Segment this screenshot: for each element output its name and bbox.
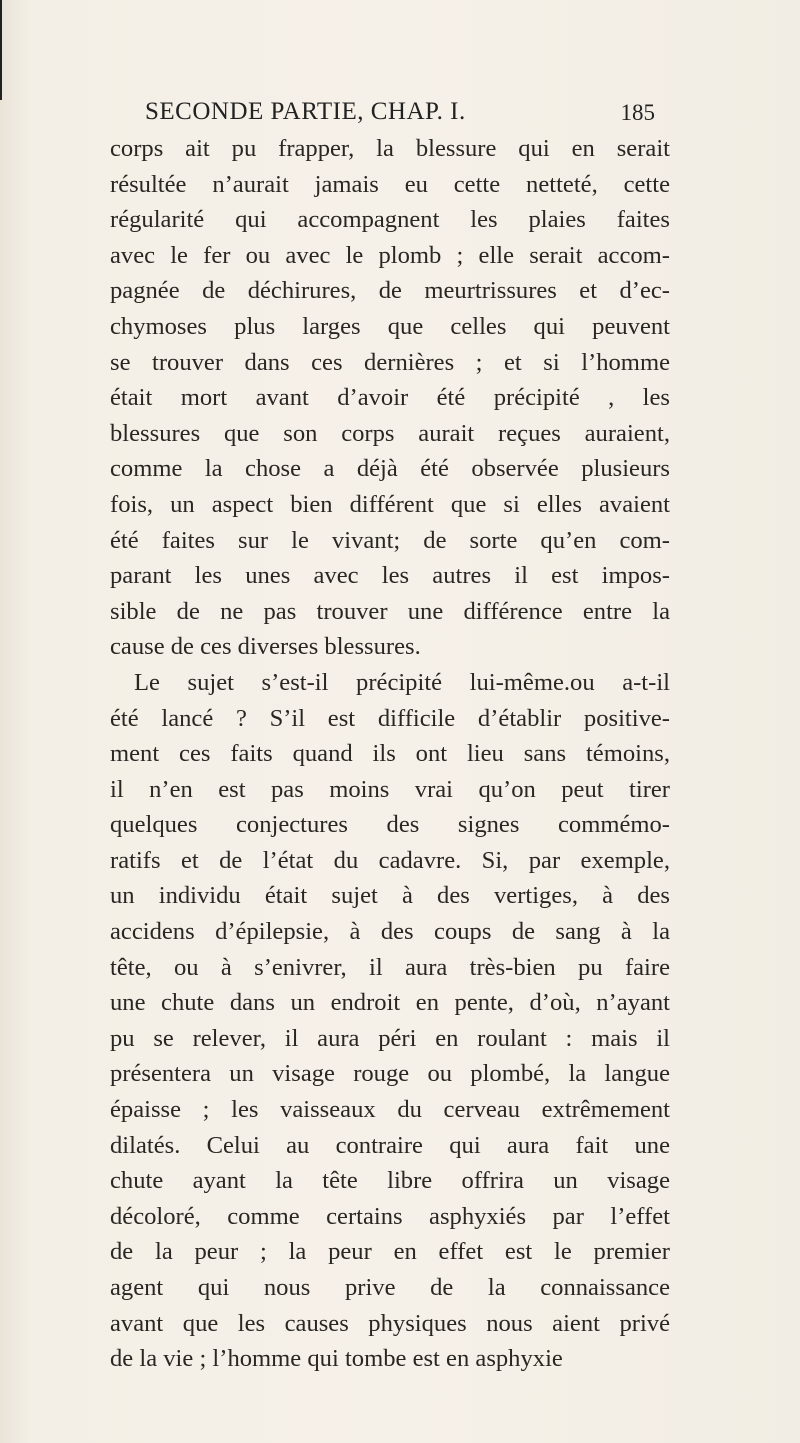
text-line: sible de ne pas trouver une différence entre la bbox=[110, 597, 670, 625]
text-line: quelques conjectures des signes commémo- bbox=[110, 811, 670, 839]
text-line: se trouver dans ces dernières ; et si l’homme bbox=[110, 348, 670, 376]
text-line: décoloré, comme certains asphyxiés par l’effet bbox=[110, 1202, 670, 1230]
text-line: épaisse ; les vaisseaux du cerveau extrêmement bbox=[110, 1096, 670, 1124]
page-header bbox=[145, 98, 655, 132]
text-line: régularité qui accompagnent les plaies faites bbox=[110, 206, 670, 234]
text-line: parant les unes avec les autres il est impos- bbox=[110, 562, 670, 590]
text-line: pagnée de déchirures, de meurtrissures et d’ec- bbox=[110, 277, 670, 305]
text-line: Le sujet s’est-il précipité lui-même.ou a-t-il bbox=[134, 668, 670, 696]
text-line: cause de ces diverses blessures. bbox=[110, 633, 421, 661]
body-text bbox=[110, 131, 670, 1377]
text-line: avant que les causes physiques nous aient privé bbox=[110, 1309, 670, 1337]
text-line: de la vie ; l’homme qui tombe est en asphyxie bbox=[110, 1345, 563, 1373]
text-line: comme la chose a déjà été observée plusieurs bbox=[110, 455, 670, 483]
text-line: chymoses plus larges que celles qui peuvent bbox=[110, 312, 670, 340]
text-line: présentera un visage rouge ou plombé, la langue bbox=[110, 1060, 670, 1088]
text-line: pu se relever, il aura péri en roulant : mais il bbox=[110, 1024, 670, 1052]
running-head: SECONDE PARTIE, CHAP. I. bbox=[145, 98, 466, 125]
text-line: blessures que son corps aurait reçues auraient, bbox=[110, 419, 670, 447]
page-number: 185 bbox=[620, 100, 655, 125]
page-edge bbox=[0, 0, 2, 100]
text-line: avec le fer ou avec le plomb ; elle serait accom- bbox=[110, 241, 670, 269]
text-line: accidens d’épilepsie, à des coups de sang à la bbox=[110, 918, 670, 946]
text-line: ment ces faits quand ils ont lieu sans témoins, bbox=[110, 740, 670, 768]
text-line: un individu était sujet à des vertiges, à des bbox=[110, 882, 670, 910]
text-line: ratifs et de l’état du cadavre. Si, par exemple, bbox=[110, 846, 670, 874]
text-line: chute ayant la tête libre offrira un visage bbox=[110, 1167, 670, 1195]
text-line: fois, un aspect bien différent que si elles avaient bbox=[110, 490, 670, 518]
text-line: été faites sur le vivant; de sorte qu’en com- bbox=[110, 526, 670, 554]
text-line: une chute dans un endroit en pente, d’où, n’ayant bbox=[110, 989, 670, 1017]
text-line: dilatés. Celui au contraire qui aura fait une bbox=[110, 1131, 670, 1159]
text-line: agent qui nous prive de la connaissance bbox=[110, 1274, 670, 1301]
text-line: était mort avant d’avoir été précipité , les bbox=[110, 384, 670, 412]
text-line: il n’en est pas moins vrai qu’on peut tirer bbox=[110, 775, 670, 803]
text-line: corps ait pu frapper, la blessure qui en serait bbox=[110, 135, 670, 162]
text-line: résultée n’aurait jamais eu cette netteté, cette bbox=[110, 170, 670, 198]
text-line: été lancé ? S’il est difficile d’établir positive- bbox=[110, 704, 670, 732]
text-line: tête, ou à s’enivrer, il aura très-bien pu faire bbox=[110, 953, 670, 981]
text-line: de la peur ; la peur en effet est le premier bbox=[110, 1238, 670, 1266]
